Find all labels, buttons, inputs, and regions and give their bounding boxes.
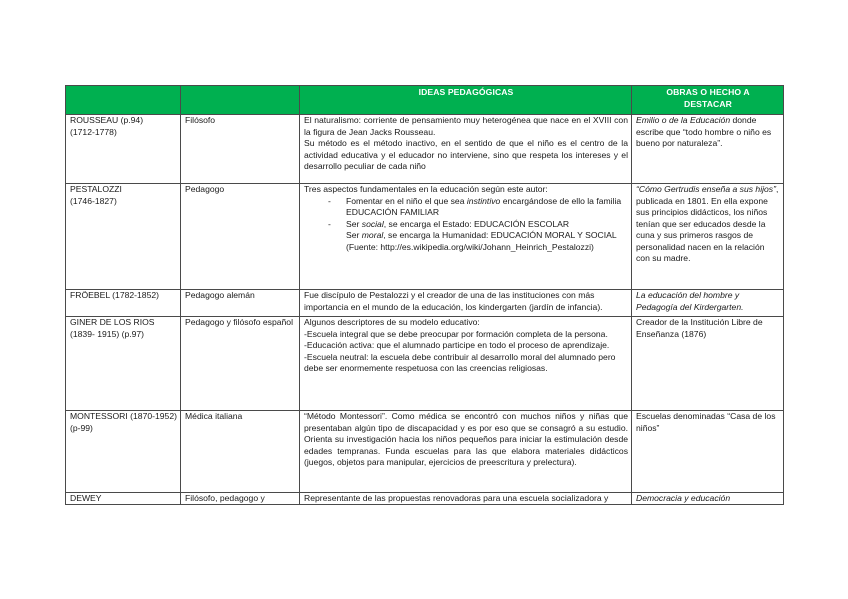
table-row: [66, 184, 784, 290]
author-name: ROUSSEAU (p.94): [70, 115, 144, 125]
author-name: PESTALOZZI: [70, 184, 122, 194]
profession-cell: Médica italiana: [181, 411, 300, 493]
works-cell: La educación del hombre y Pedagogía del Kirdergarten.: [632, 290, 784, 317]
header-works-line2: DESTACAR: [684, 98, 732, 109]
emphasis: instintivo: [466, 195, 501, 206]
ideas-cell: Representante de las propuestas renovadoras para una escuela socializadora y: [300, 493, 632, 505]
profession-cell: Filósofo: [181, 115, 300, 184]
author-cell: [66, 317, 181, 411]
ideas-line: Algunos descriptores de su modelo educativo:: [304, 317, 480, 327]
profession-cell: Pedagogo y filósofo español: [181, 317, 300, 411]
ideas-cell: “Método Montessori”. Como médica se encontró con muchos niños y niñas que presentaban algún tipo de discapacidad y es por eso que se consagró a su estudio. Orienta su investigación hacia los niños pequeños para iniciar la estimulación desde edades tempranas. Funda escuelas para las que elabora materiales didácticos (juegos, objetos para manipular, ejercicios de preescritura y prelectura).: [300, 411, 632, 493]
header-works: [632, 86, 784, 115]
table-row: [66, 411, 784, 493]
list-item-text: , se encarga el Estado: EDUCACIÓN ESCOLAR: [383, 218, 570, 229]
author-dates: (1712-1778): [70, 126, 117, 137]
author-dates: (1839- 1915) (p.97): [70, 328, 145, 339]
header-author: [66, 86, 181, 115]
header-works-line1: OBRAS O HECHO A: [666, 87, 750, 97]
works-cell: Democracia y educación: [632, 493, 784, 505]
list-item-text: Ser: [346, 218, 362, 229]
works-cell: Creador de la Institución Libre de Enseñanza (1876): [632, 317, 784, 411]
ideas-line: -Escuela neutral: la escuela debe contribuir al desarrollo moral del alumnado pero debe ser enormemente respetuosa con las creencias religiosas.: [304, 351, 616, 373]
work-title: Emilio o de la Educación: [636, 115, 731, 125]
profession-cell: Pedagogo alemán: [181, 290, 300, 317]
table-header-row: [66, 86, 784, 115]
header-ideas: IDEAS PEDAGÓGICAS: [300, 86, 632, 115]
author-cell: FRÖEBEL (1782-1852): [66, 290, 181, 317]
author-cell: [66, 115, 181, 184]
ideas-paragraph: Su método es el método inactivo, en el sentido de que el niño es el centro de la actividad educativa y el educador no interviene, sino que respeta los intereses y el desarrollo peculiar de cada niño: [304, 138, 628, 171]
list-item-text: encargándose de ello la familia EDUCACIÓN FAMILIAR: [346, 195, 622, 217]
ideas-cell: [300, 184, 632, 290]
work-description: , publicada en 1801. En ella expone sus principios didácticos, los niños tenían que ser educados desde la cuna y sus primeros rasgos de personalidad nacen en la relación con su madre.: [636, 184, 779, 263]
list-item-text: , se encarga la Humanidad: EDUCACIÓN MORAL Y SOCIAL: [383, 230, 617, 240]
source-reference: (Fuente: http://es.wikipedia.org/wiki/Johann_Heinrich_Pestalozzi): [346, 241, 594, 252]
ideas-line: -Escuela integral que se debe preocupar por formación completa de la persona.: [304, 328, 608, 339]
ideas-list: [304, 196, 628, 242]
works-cell: [632, 184, 784, 290]
works-cell: Escuelas denominadas “Casa de los niños”: [632, 411, 784, 493]
list-item: [304, 230, 628, 242]
work-description: donde escribe que “todo hombre o niño es bueno por naturaleza”.: [636, 115, 772, 148]
table-row: [66, 290, 784, 317]
header-profession: [181, 86, 300, 115]
table-row: [66, 317, 784, 411]
works-cell: [632, 115, 784, 184]
author-cell: DEWEY: [66, 493, 181, 505]
dash-bullet: -: [328, 218, 331, 229]
list-item-text: Fomentar en el niño el que sea: [346, 195, 467, 206]
work-title: “Cómo Gertrudis enseña a sus hijos”: [636, 184, 776, 194]
list-item: [304, 219, 628, 231]
author-dates: (1746-1827): [70, 195, 117, 206]
author-name: GINER DE LOS RIOS: [70, 317, 155, 327]
profession-cell: Filósofo, pedagogo y: [181, 493, 300, 505]
table-row: [66, 493, 784, 505]
ideas-cell: Fue discípulo de Pestalozzi y el creador de una de las instituciones con más importancia en el mundo de la educación, los kindergarten (jardín de infancia).: [300, 290, 632, 317]
ideas-line: -Educación activa: que el alumnado participe en todo el proceso de aprendizaje.: [304, 340, 610, 350]
table-row: [66, 115, 784, 184]
author-cell: MONTESSORI (1870-1952) (p-99): [66, 411, 181, 493]
ideas-cell: [300, 115, 632, 184]
ideas-intro: Tres aspectos fundamentales en la educación según este autor:: [304, 184, 548, 194]
emphasis: social: [361, 218, 384, 229]
list-item-text: Ser: [346, 230, 362, 240]
dash-bullet: -: [328, 195, 331, 206]
ideas-paragraph: El naturalismo: corriente de pensamiento muy heterogénea que nace en el XVIII con la figura de Jean Jacks Rousseau.: [304, 115, 628, 137]
author-cell: [66, 184, 181, 290]
philosophers-table: [65, 85, 784, 505]
profession-cell: Pedagogo: [181, 184, 300, 290]
ideas-cell: [300, 317, 632, 411]
list-item: [304, 196, 628, 219]
emphasis: moral: [361, 230, 384, 240]
